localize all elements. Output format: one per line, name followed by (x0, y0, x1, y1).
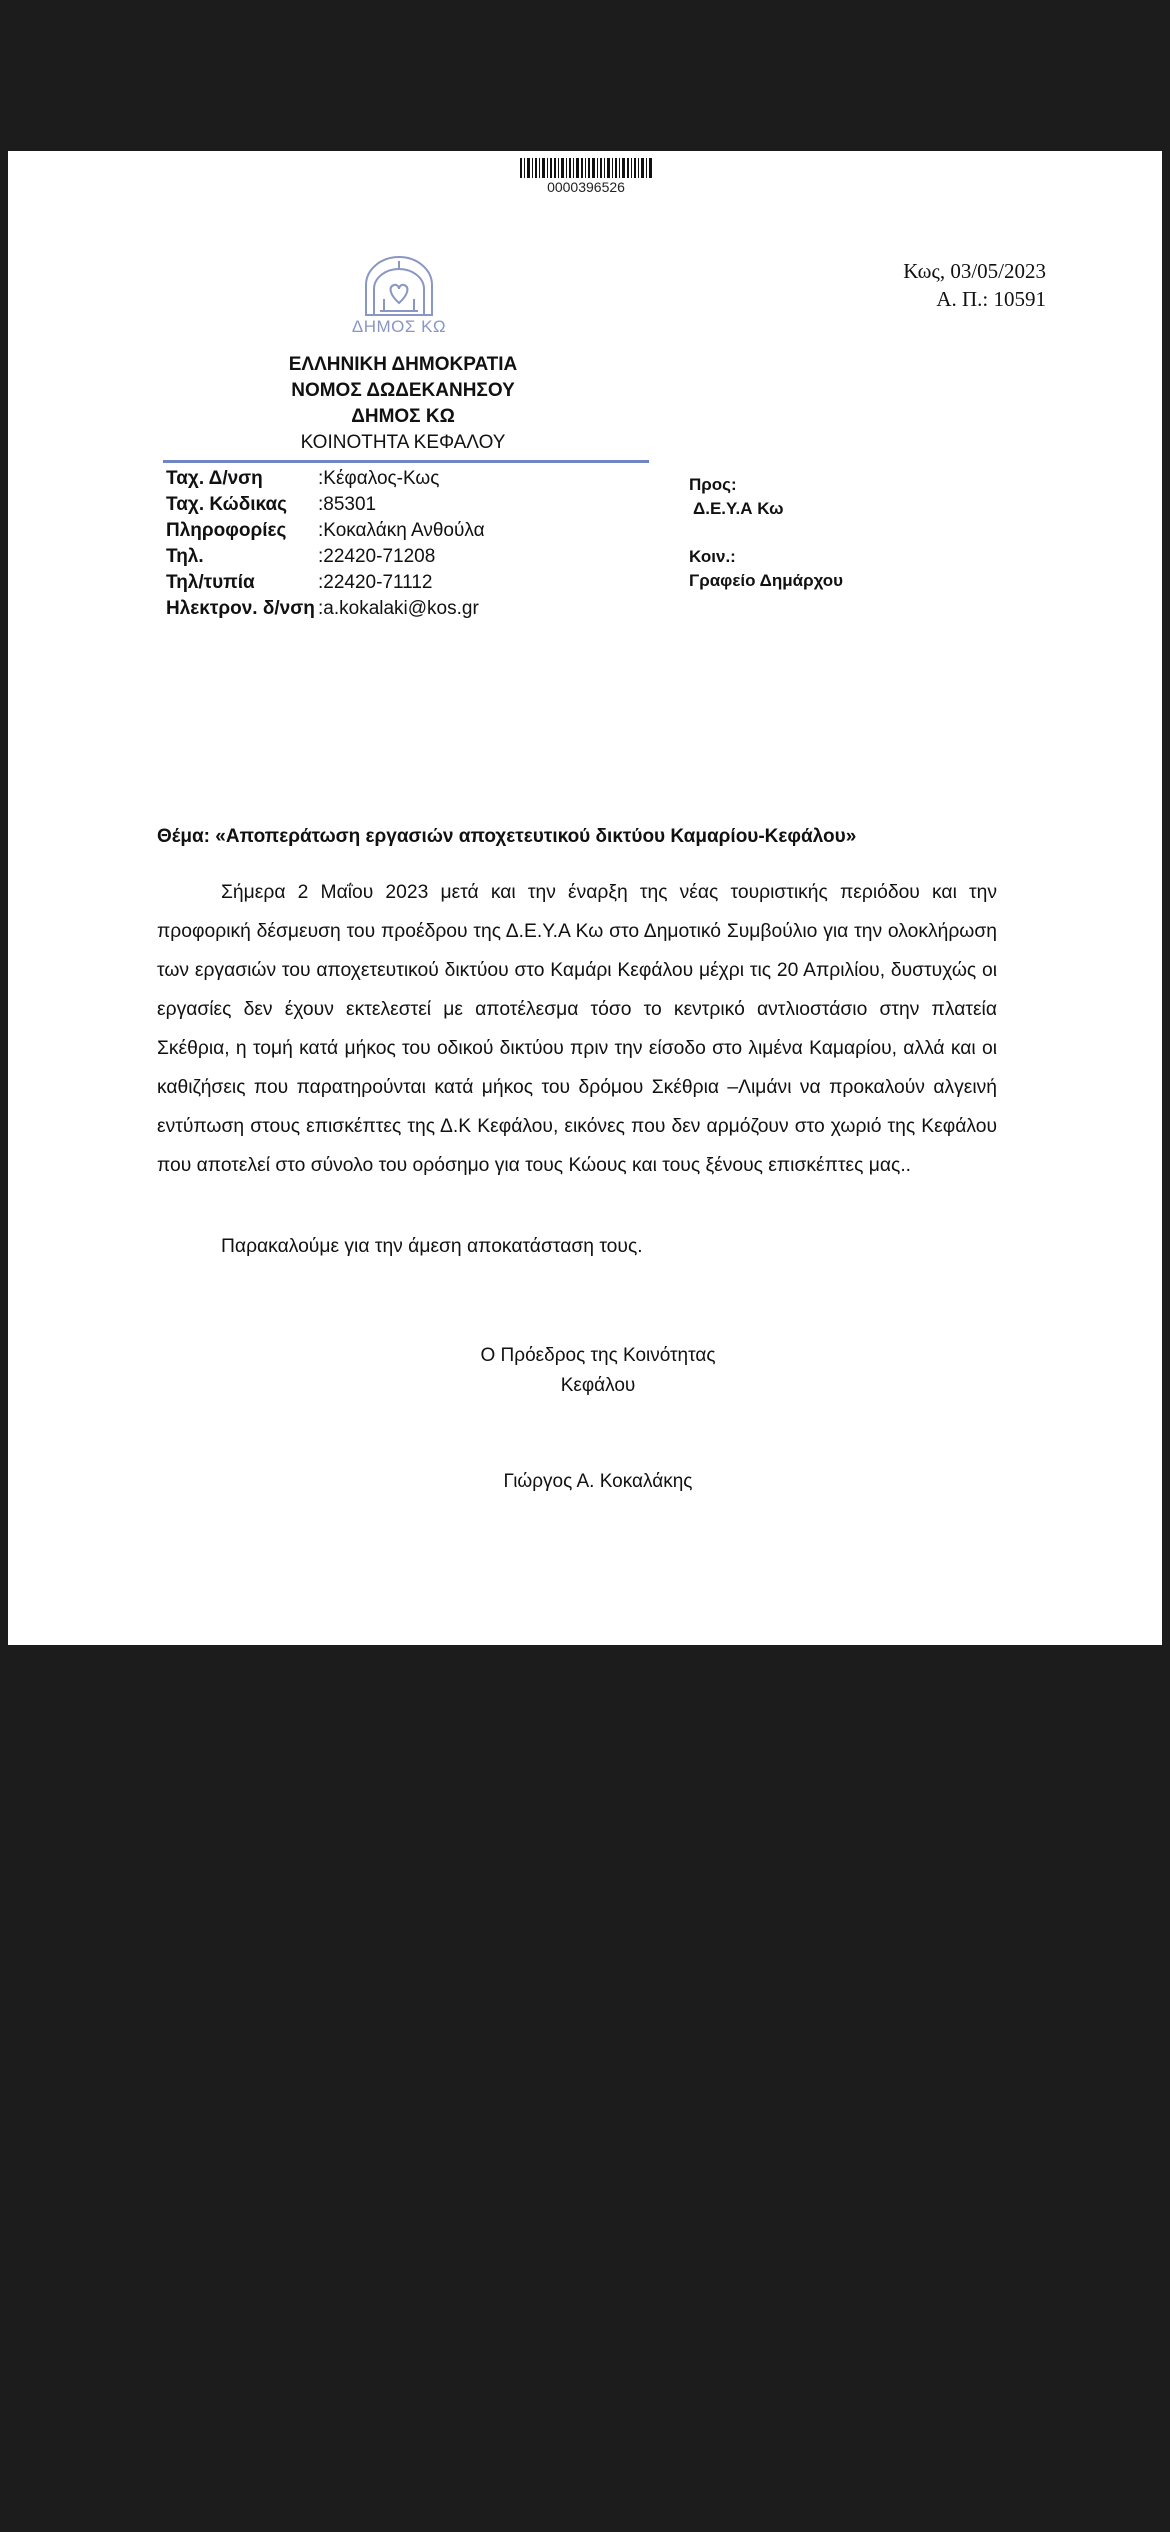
contact-value: :85301 (318, 494, 377, 515)
contact-details (166, 466, 646, 622)
contact-row (166, 596, 646, 622)
logo-caption: ΔΗΜΟΣ ΚΩ (351, 317, 447, 336)
signatory-title-2: Κεφάλου (560, 1375, 636, 1396)
letterhead (158, 352, 648, 456)
contact-label: Πληροφορίες (166, 520, 287, 541)
subject-line: Θέμα: «Αποπεράτωση εργασιών αποχετευτικού δικτύου Καμαρίου-Κεφάλου» (157, 826, 857, 847)
letterhead-line-2: ΝΟΜΟΣ ΔΩΔΕΚΑΝΗΣΟΥ (291, 380, 515, 401)
contact-label: Τηλ. (166, 546, 204, 567)
body-paragraph-1: Σήμερα 2 Μαΐου 2023 μετά και την έναρξη της νέας τουριστικής περιόδου και την προφορική δέσμευση του προέδρου της Δ.Ε.Υ.Α Κω στο Δημοτικό Συμβούλιο για την ολοκλήρωση των εργασιών του αποχετευτικού δικτύου στο Καμάρι Κεφάλου μέχρι τις 20 Απριλίου, δυστυχώς οι εργασίες δεν έχουν εκτελεστεί με αποτέλεσμα τόσο το κεντρικό αντλιοστάσιο στην πλατεία Σκέθρια, η τομή κατά μήκος του οδικού δικτύου πριν την είσοδο στο λιμένα Καμαρίου, αλλά και οι καθιζήσεις που παρατηρούνται κατά μήκος του δρόμου Σκέθρια –Λιμάνι να προκαλούν αλγεινή εντύπωση στους επισκέπτες της Δ.Κ Κεφάλου, εικόνες που δεν αρμόζουν στο χωριό της Κεφάλου που αποτελεί στο σύνολο του ορόσημο για τους Κώους και τους ξένους επισκέπτες μας.. (157, 882, 997, 1176)
contact-value: :Κέφαλος-Κως (318, 468, 440, 489)
document-page (8, 151, 1162, 1645)
contact-row (166, 518, 646, 544)
letterhead-line-3: ΔΗΜΟΣ ΚΩ (351, 406, 455, 427)
body-paragraph-2: Παρακαλούμε για την άμεση αποκατάσταση τους. (221, 1236, 643, 1257)
signatory-title: Ο Πρόεδρος της Κοινότητας (480, 1345, 716, 1366)
email-link: :a.kokalaki@kos.gr (318, 598, 479, 619)
signatory-name: Γιώργος Α. Κοκαλάκης (503, 1471, 693, 1492)
recipients (689, 473, 843, 593)
barcode-number: 0000396526 (547, 179, 625, 195)
header-divider (163, 460, 649, 463)
contact-row (166, 492, 646, 518)
cc-recipient: Γραφείο Δημάρχου (689, 571, 844, 590)
contact-value: :22420-71208 (318, 546, 436, 567)
letterhead-line-4: ΚΟΙΝΟΤΗΤΑ ΚΕΦΑΛΟΥ (300, 432, 506, 453)
contact-label: Τηλ/τυπία (166, 572, 255, 593)
contact-label: Ταχ. Δ/νση (166, 468, 263, 489)
cc-label: Κοιν.: (689, 547, 736, 566)
contact-label: Ηλεκτρον. δ/νση (166, 598, 315, 619)
protocol-number: Α. Π.: 10591 (936, 287, 1046, 311)
letterhead-line-1: ΕΛΛΗΝΙΚΗ ΔΗΜΟΚΡΑΤΙΑ (288, 354, 518, 375)
contact-row (166, 466, 646, 492)
contact-row (166, 570, 646, 596)
municipality-logo-icon (360, 255, 438, 319)
signature-block (308, 1341, 888, 1497)
contact-label: Ταχ. Κώδικας (166, 494, 288, 515)
place-date: Κως, 03/05/2023 (903, 259, 1046, 283)
to-label: Προς: (689, 475, 737, 494)
to-recipient: Δ.Ε.Υ.Α Κω (693, 499, 784, 518)
contact-value: :22420-71112 (318, 572, 433, 593)
contact-row (166, 544, 646, 570)
contact-value: :Κοκαλάκη Ανθούλα (318, 520, 485, 541)
barcode (520, 158, 652, 178)
date-protocol (903, 257, 1046, 313)
